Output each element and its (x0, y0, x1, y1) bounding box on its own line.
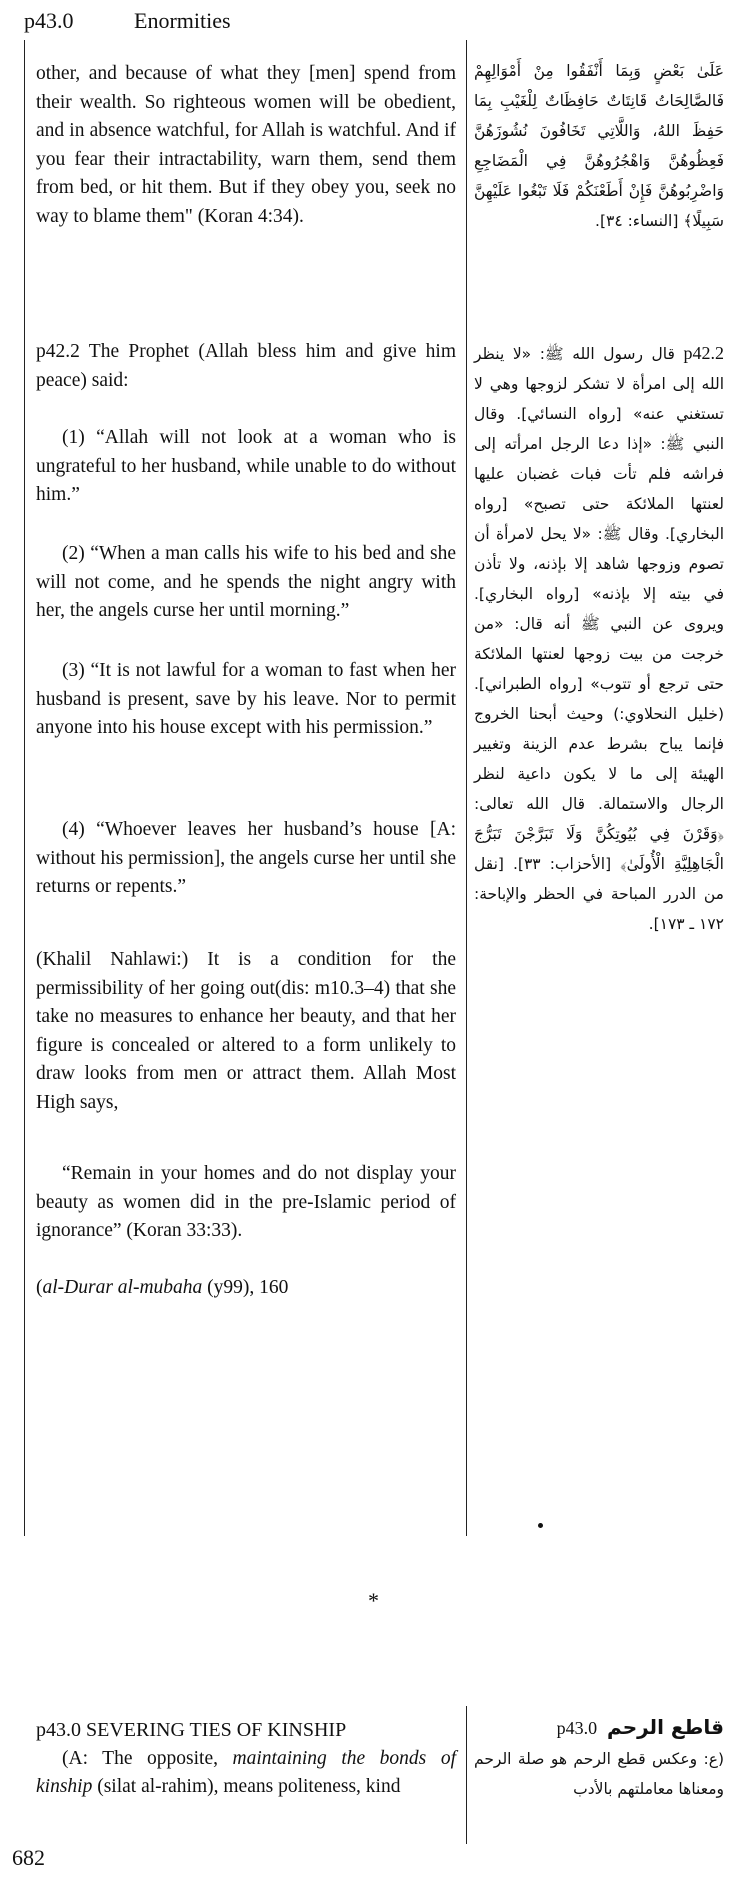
english-hadith-1: (1) “Allah will not look at a woman who is ungrateful to her husband, while unable to do without him.” (36, 427, 456, 506)
english-p42-2-intro: p42.2 The Prophet (Allah bless him and give him peace) said: (36, 341, 456, 391)
english-koran-continuation: other, and because of what they [men] spend from their wealth. So righteous women will be obedient, and in absence watchful, for Allah is watchful. And if you fear their intractability, warn them, send them from bed, or hit them. But if they obey you, seek no way to blame them" (Koran 4:34). (36, 63, 456, 227)
english-khalil-commentary: (Khalil Nahlawi:) It is a condition for the permissibility of her going out(dis: m10.3–4) that she take no measures to enhance her beauty, and that her figure is concealed or altered to a form unlikely to draw looks from men or attract them. Allah Most High says, (36, 949, 456, 1113)
english-hadith-4: (4) “Whoever leaves her husband’s house [A: without his permission], the angels curse her until she returns or repents.” (36, 819, 456, 898)
english-hadith-3: (3) “It is not lawful for a woman to fast when her husband is present, save by his leave. Nor to permit anyone into his house except with his permission.” (36, 660, 456, 739)
running-head (24, 8, 231, 34)
running-head-section: p43.0 (24, 8, 74, 33)
english-p43-0 (36, 1716, 456, 1802)
upper-column-divider (466, 40, 467, 1536)
source-title: al-Durar al-mubaha (42, 1277, 203, 1298)
source-rest: (y99), 160 (202, 1277, 289, 1298)
arabic-p42-2 (474, 338, 724, 939)
arabic-p42-2-number: p42.2 (683, 343, 724, 363)
english-hadith-2: (2) “When a man calls his wife to his bed and she will not come, and he spends the night angry with her, the angels curse her until morning.” (36, 543, 456, 622)
arabic-koran-continuation: عَلَىٰ بَعْضٍ وَبِمَا أَنْفَقُوا مِنْ أَمْوَالِهِمْ فَالصَّالِحَاتُ قَانِتَاتٌ حَافِظَاتٌ لِلْغَيْبِ بِمَا حَفِظَ اللهُ، وَاللَّاتِي تَخَافُونَ نُشُوزَهُنَّ فَعِظُوهُنَّ وَاهْجُرُوهُنَّ فِي الْمَضَاجِعِ وَاضْرِبُوهُنَّ فَإِنْ أَطَعْنَكُمْ فَلَا تَبْغُوا عَلَيْهِنَّ سَبِيلًا﴾ [النساء: ٣٤]. (474, 62, 724, 230)
running-head-title: Enormities (134, 8, 231, 33)
arabic-p43-number: p43.0 (556, 1718, 598, 1738)
english-source-citation: (al-Durar al-mubaha (y99), 160 (36, 1277, 289, 1298)
p43-heading: p43.0 SEVERING TIES OF KINSHIP (36, 1719, 347, 1741)
lower-column-divider (466, 1706, 467, 1844)
arabic-p43-0 (474, 1712, 724, 1804)
arabic-p42-2-text: قال رسول الله ﷺ: «لا ينظر الله إلى امرأة لا تشكر لزوجها وهي لا تستغني عنه» [رواه النسائي]. وقال النبي ﷺ: «إذا دعا الرجل امرأته إلى فراشه فلم تأت فبات غضبان عليها لعنتها الملائكة حتى تصبح» [رواه البخاري]. وقال ﷺ: «لا يحل لامرأة أن تصوم وزوجها شاهد إلا بإذنه، ولا تأذن في بيته إلا بإذنه» [رواه البخاري]. ويروى عن النبي ﷺ أنه قال: «من خرجت من بيت زوجها لعنتها الملائكة حتى ترجع أو تتوب» [رواه الطبراني]. (خليل النحلاوي:) وحيث أبحنا الخروج فإنما يباح بشرط عدم الزينة وتغيير الهيئة إلى ما لا يكون داعية لنظر الرجال والاستمالة. قال الله تعالى: ﴿وَقَرْنَ فِي بُيُوتِكُنَّ وَلَا تَبَرَّجْنَ تَبَرُّجَ الْجَاهِلِيَّةِ الْأُولَىٰ﴾ [الأحزاب: ٣٣]. [نقل من الدرر المباحة في الحظر والإباحة: ١٧٢ ـ ١٧٣]. (474, 345, 724, 933)
english-koran-33-33: “Remain in your homes and do not display your beauty as women did in the pre-Islamic period of ignorance” (Koran 33:33). (36, 1163, 456, 1242)
section-separator: * (368, 1588, 379, 1613)
arabic-p43-heading: قاطع الرحم (607, 1715, 724, 1739)
page-number: 682 (12, 1845, 45, 1870)
stray-dot (538, 1523, 543, 1528)
arabic-p43-text: (ع: وعكس قطع الرحم هو صلة الرحم ومعناها معاملتهم بالأدب (474, 1750, 724, 1798)
p43-opening: (A: The opposite, maintaining the bonds of kinship (silat al-rahim), means politeness, kind (36, 1747, 456, 1798)
